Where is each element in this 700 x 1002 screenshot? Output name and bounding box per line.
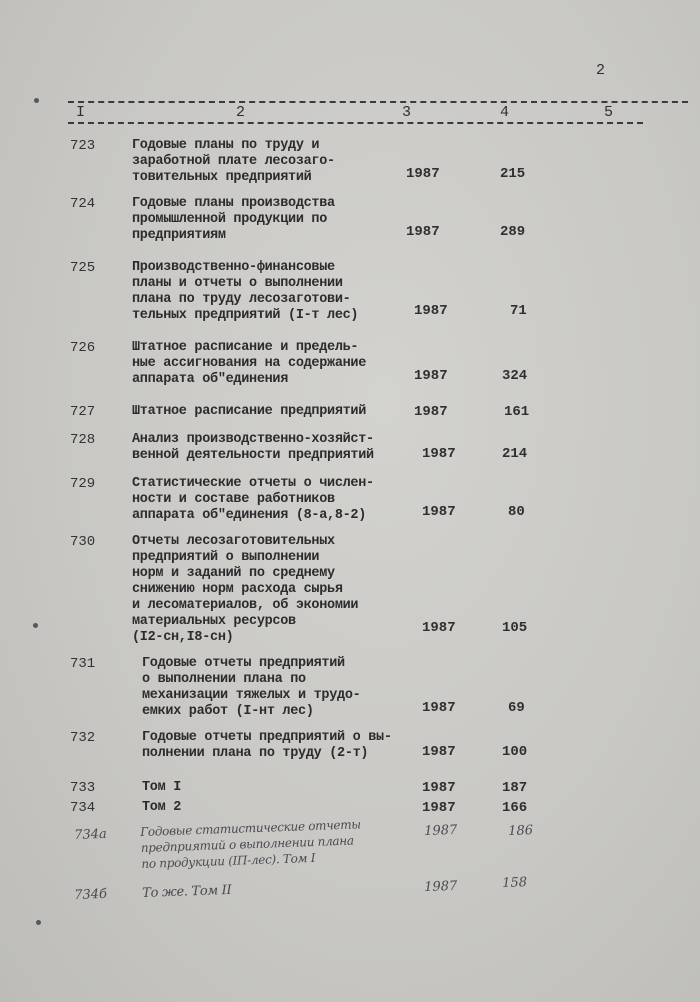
entry-description: Том I [142,780,182,795]
entry-number: 723 [70,138,96,154]
entry-description: То же. Том II [142,882,232,901]
entry-count: 158 [502,875,528,891]
scan-speck [34,98,39,103]
entry-year: 1987 [406,224,440,240]
column-header-5: 5 [604,104,614,121]
column-header-2: 2 [236,104,246,121]
header-rule-bottom [68,122,643,124]
entry-count: 105 [502,620,528,636]
scan-speck [33,623,38,628]
entry-number: 725 [70,260,96,276]
entry-count: 186 [508,823,534,839]
header-rule-top [68,101,688,103]
entry-description: Отчеты лесозаготовительных предприятий о выполнении норм и заданий по среднему снижению норм расхода сырья и лесоматериалов, об экономии материальных ресурсов (I2-сн,I8-сн) [132,534,359,645]
entry-year: 1987 [424,822,458,839]
entry-year: 1987 [414,368,448,384]
entry-year: 1987 [424,878,458,895]
entry-year: 1987 [422,620,456,636]
entry-year: 1987 [422,800,456,816]
entry-year: 1987 [422,504,456,520]
entry-count: 71 [510,303,527,319]
entry-count: 289 [500,224,526,240]
entry-year: 1987 [414,404,448,420]
entry-number: 733 [70,780,96,796]
entry-count: 214 [502,446,528,462]
entry-count: 215 [500,166,526,182]
entry-year: 1987 [422,446,456,462]
entry-count: 324 [502,368,528,384]
entry-count: 80 [508,504,525,520]
entry-description: Годовые отчеты предприятий о выполнении плана по механизации тяжелых и трудо- емких работ (I-нт лес) [142,656,361,719]
entry-year: 1987 [406,166,440,182]
entry-number: 731 [70,656,96,672]
entry-description: Годовые планы по труду и заработной плате лесозаго- товительных предприятий [132,138,335,185]
entry-description: Годовые отчеты предприятий о вы- полнении плана по труду (2-т) [142,730,392,761]
entry-description: Годовые статистические отчеты предприятий о выполнении плана по продукции (IП-лес). Том I [140,817,361,871]
entry-description: Штатное расписание предприятий [132,404,367,419]
entry-description: Производственно-финансовые планы и отчеты о выполнении плана по труду лесозаготови- тельных предприятий (I-т лес) [132,260,359,323]
entry-number: 732 [70,730,96,746]
entry-number: 734б [74,886,108,903]
entry-number: 727 [70,404,96,420]
column-header-3: 3 [402,104,412,121]
entry-description: Том 2 [142,800,182,815]
entry-number: 729 [70,476,96,492]
entry-year: 1987 [422,744,456,760]
entry-year: 1987 [422,700,456,716]
entry-number: 734 [70,800,96,816]
entry-count: 187 [502,780,528,796]
entry-count: 69 [508,700,525,716]
entry-number: 728 [70,432,96,448]
entry-description: Анализ производственно-хозяйст- венной деятельности предприятий [132,432,374,463]
entry-number: 734а [74,826,108,843]
page-number: 2 [596,62,606,79]
entry-number: 730 [70,534,96,550]
entry-number: 724 [70,196,96,212]
column-header-4: 4 [500,104,510,121]
entry-count: 161 [504,404,530,420]
entry-description: Годовые планы производства промышленной продукции по предприятиям [132,196,335,243]
entry-description: Штатное расписание и предель- ные ассигнования на содержание аппарата об"единения [132,340,367,387]
entry-count: 166 [502,800,528,816]
entry-number: 726 [70,340,96,356]
scan-speck [36,920,41,925]
entry-year: 1987 [414,303,448,319]
entry-year: 1987 [422,780,456,796]
column-header-1: I [76,104,86,121]
entry-description: Статистические отчеты о числен- ности и составе работников аппарата об"единения (8-а,8-2) [132,476,374,523]
entry-count: 100 [502,744,528,760]
